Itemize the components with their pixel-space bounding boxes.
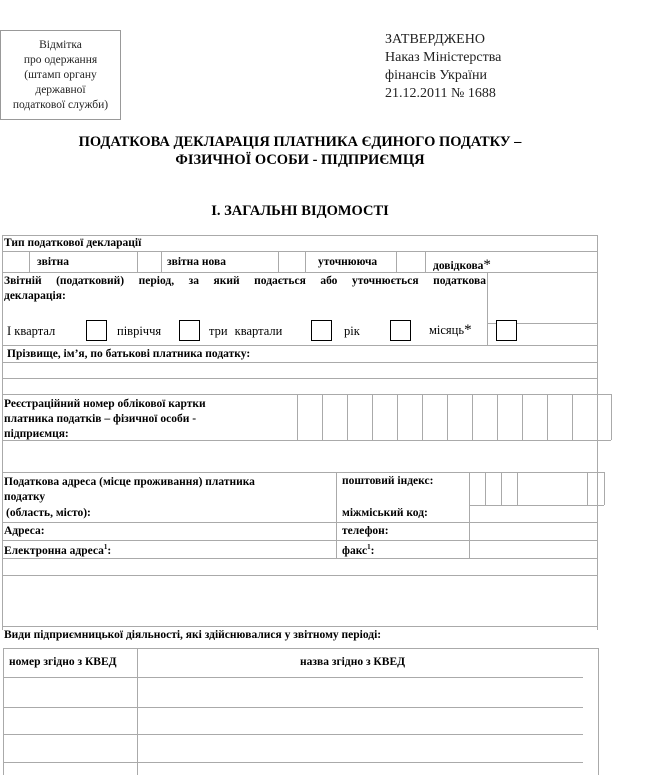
approval-line: Наказ Міністерства [385,50,502,65]
period-month-label [429,322,472,339]
declaration-type-option-reference[interactable] [433,257,491,274]
label-line: платника податків – фізичної особи - [4,413,197,425]
stamp-line: податкової служби) [12,98,109,111]
label-line: податку [4,491,46,503]
period-three-quarters-checkbox[interactable] [311,320,332,341]
period-three-quarters-label: три квартали [209,324,283,338]
period-label-line2: декларація: [4,290,66,302]
period-year-checkbox[interactable] [390,320,411,341]
label-line: Податкова адреса (місце проживання) платника [4,476,255,488]
declaration-type-label: Тип податкової декларації [4,237,142,249]
postal-code-label: поштовий індекс: [342,475,434,487]
section-heading: І. ЗАГАЛЬНІ ВІДОМОСТІ [211,203,389,219]
intercity-code-label: міжміський код: [342,507,428,519]
label-text: Електронна адреса [4,544,104,557]
period-q1-checkbox[interactable] [86,320,107,341]
activities-column-name: назва згідно з КВЕД [300,656,406,668]
period-month-checkbox[interactable] [496,320,517,341]
label-line: підприємця: [4,428,69,440]
title-line: ФІЗИЧНОЇ ОСОБИ - ПІДПРИЄМЦЯ [175,152,425,168]
taxpayer-name-field[interactable] [3,363,596,377]
period-year-label: рік [344,324,360,338]
footnote-star: * [483,257,491,273]
tax-address-label [4,475,255,505]
stamp-line: державної [35,83,86,96]
street-address-label: Адреса: [4,525,45,537]
period-q1-label: І квартал [7,324,56,338]
stamp-line: про одержання [23,53,98,66]
option-text: довідкова [433,260,484,272]
stamp-line: Відмітка [39,38,82,51]
period-half-year-label: півріччя [117,324,162,338]
period-label-line1: Звітній (податковий) період, за який подається або уточнюється податкова [4,275,486,287]
label-line: Реєстраційний номер облікової картки [4,398,206,410]
label-text: факс [342,544,368,557]
approval-line: ЗАТВЕРДЖЕНО [385,32,485,47]
registration-number-label [4,397,206,442]
title-line: ПОДАТКОВА ДЕКЛАРАЦІЯ ПЛАТНИКА ЄДИНОГО ПОДАТКУ – [78,134,522,150]
activities-column-code: номер згідно з КВЕД [9,656,117,668]
declaration-type-option-reporting[interactable]: звітна [37,256,70,268]
declaration-type-option-clarifying[interactable]: уточнююча [318,256,378,268]
footnote-star: * [464,322,472,338]
receipt-stamp-box [0,30,121,120]
approval-line: 21.12.2011 № 1688 [385,86,496,101]
phone-label: телефон: [342,525,389,537]
email-label [4,543,111,557]
region-city-label: (область, місто): [6,507,91,519]
fax-label [342,543,375,557]
label-colon: : [370,544,375,557]
approval-line: фінансів України [385,68,487,83]
activities-label: Види підприємницької діяльності, які здійснювалися у звітному періоді: [4,629,382,641]
approval-block [385,31,501,103]
registration-number-field[interactable] [298,395,611,440]
stamp-line: (штамп органу [24,68,97,81]
option-text: місяць [429,323,465,337]
declaration-type-option-new-reporting[interactable]: звітна нова [167,256,226,268]
taxpayer-name-label: Прізвище, ім’я, по батькові платника податку: [7,348,251,360]
label-colon: : [107,544,112,557]
footnote-marker: 1 [103,543,108,551]
document-title [30,133,570,169]
footnote-marker: 1 [367,543,371,551]
period-half-year-checkbox[interactable] [179,320,200,341]
